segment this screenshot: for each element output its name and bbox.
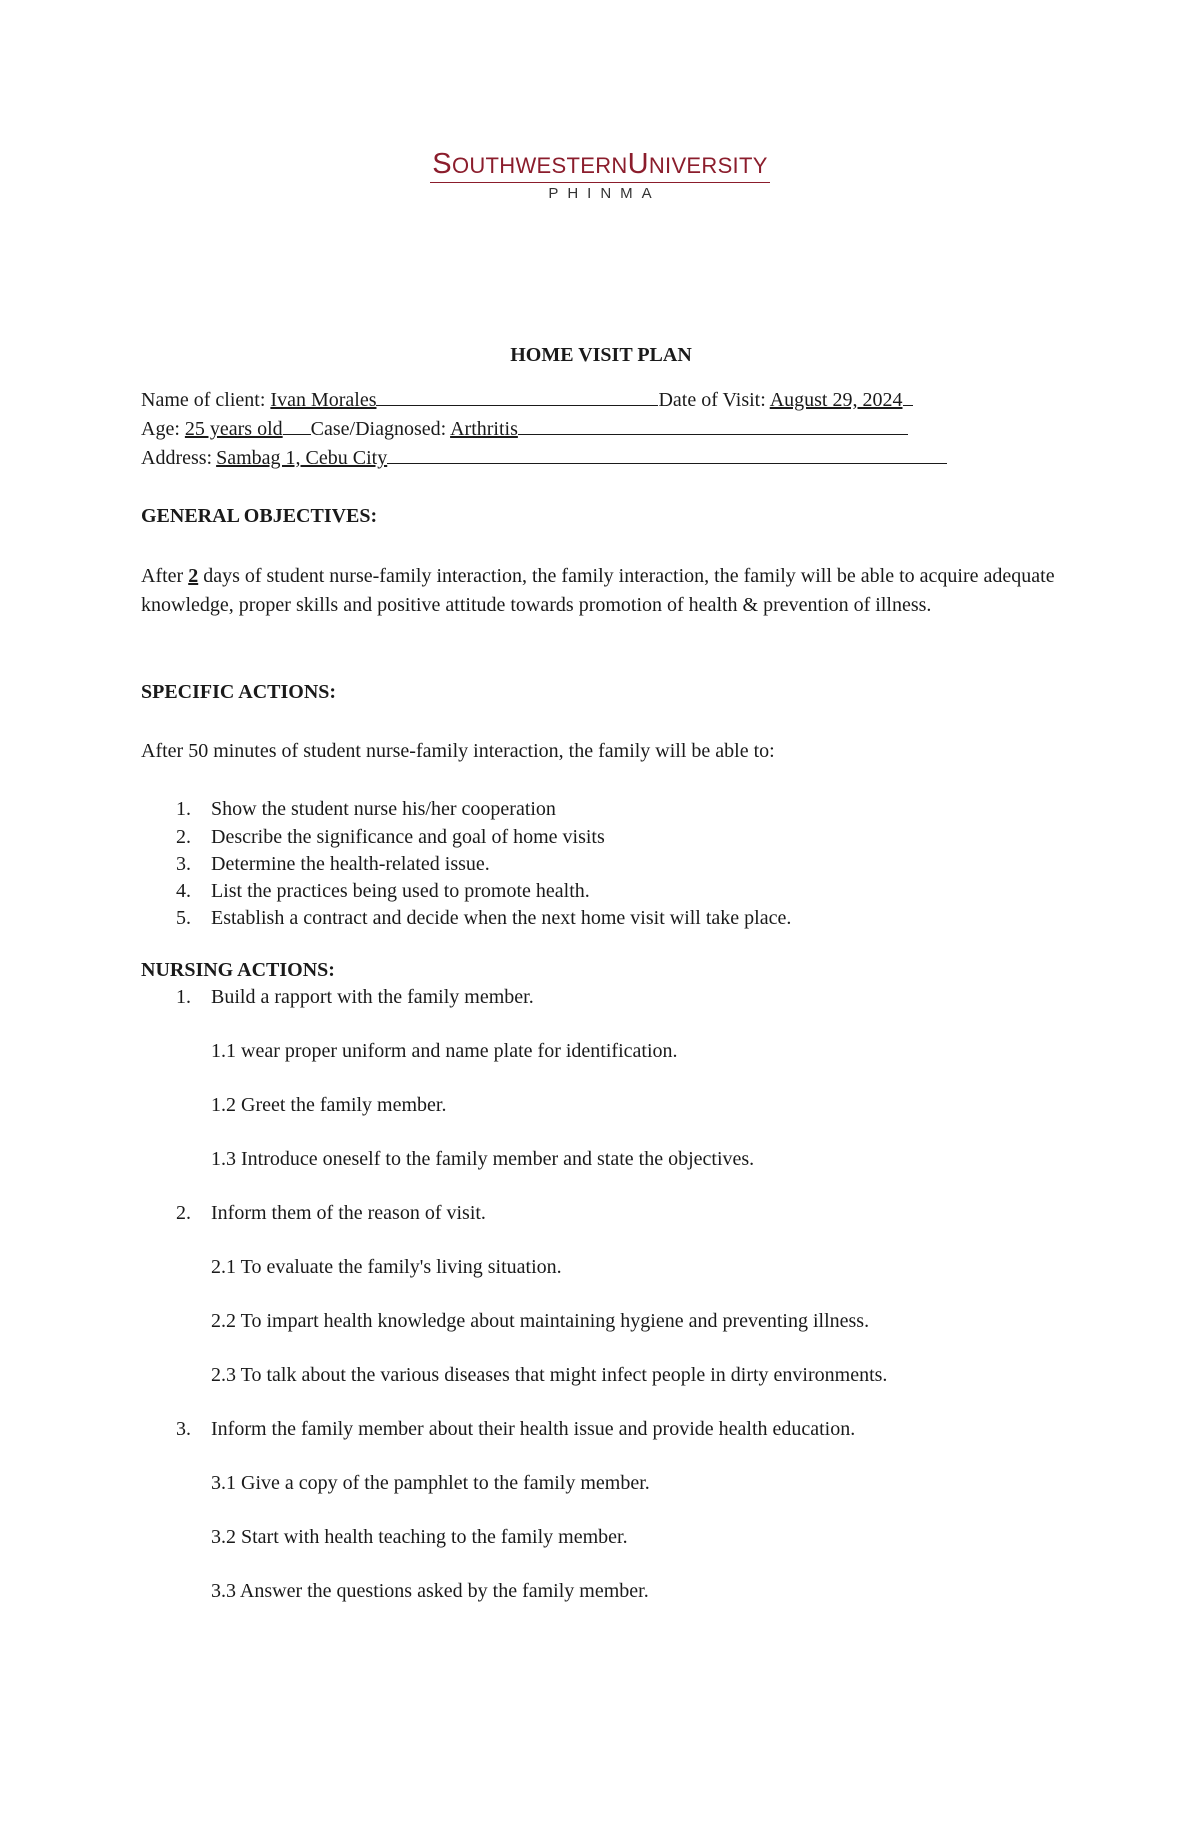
document-title: HOME VISIT PLAN [510,344,692,366]
specific-actions-heading: SPECIFIC ACTIONS: [141,681,337,703]
client-name-label: Name of client: [141,389,266,411]
visit-date-label: Date of Visit: [658,389,766,411]
client-name-blank [376,387,658,406]
nursing-actions-heading: NURSING ACTIONS: [141,959,335,981]
sub-item: 3.1 Give a copy of the pamphlet to the family member. [211,1472,650,1494]
client-name-row [141,387,913,412]
sub-item: 2.3 To talk about the various diseases that might infect people in dirty environments. [211,1364,888,1386]
address-value: Sambag 1, Cebu City [216,447,388,469]
age-label: Age: [141,418,180,440]
sub-item: 2.1 To evaluate the family's living situation. [211,1256,562,1278]
specific-actions-intro: After 50 minutes of student nurse-family interaction, the family will be able to: [141,740,775,762]
sub-item: 2.2 To impart health knowledge about maintaining hygiene and preventing illness. [211,1310,870,1332]
visit-date-value: August 29, 2024 [769,389,903,411]
age-value: 25 years old [184,418,283,440]
client-age-row [141,416,908,441]
case-value: Arthritis [450,418,518,440]
document-page: SOUTHWESTERNUNIVERSITY PHINMA HOME VISIT PLAN Name of client: Ivan Morales Date of Visit: August 29, 2024 Age: 25 years old Case/Diagnosed: Arthritis Address: Sambag 1, Cebu City GENERAL OBJECTIVES: After 2 days of student nurse-family interaction, the family interaction, the family will be able to acquire adequate knowledge, proper skills and positive attitude towards promotion of health & prevention of illness. SPECIFIC ACTIONS: After 50 minutes of student nurse-family interaction, the family will be able to: 1. Show the student nurse his/her cooperation 2. Describe the significance and goal of home visits 3. Determine the health-related issue. 4. List the practices being used to promote health. 5. Establish a contract and decide when the next home visit will take place. NURSING ACTIONS: 1. Build a rapport with the family member. 1.1 wear proper uniform and name plate for identification. 1.2 Greet the family member. 1.3 Introduce oneself to the family member and state the objectives. 2. Inform them of the reason of visit. 2.1 To evaluate the family's living situation. 2.2 To impart health knowledge about maintaining hygiene and preventing illness. 2.3 To talk about the various diseases that might infect people in dirty environments. 3. Inform the family member about their health issue and provide health education. 3.1 Give a copy of the pamphlet to the family member. 3.2 Start with health teaching to the family member. 3.3 Answer the questions asked by the family member. [0,0,1200,1835]
university-logo [0,150,1200,202]
sub-item: 3.3 Answer the questions asked by the family member. [211,1580,649,1602]
client-address-row [141,445,947,470]
sub-item: 3.2 Start with health teaching to the family member. [211,1526,628,1548]
address-blank [387,445,947,464]
logo-subtitle: PHINMA [548,185,661,202]
logo-wordmark: SOUTHWESTERNUNIVERSITY [430,150,769,183]
general-objectives-text: After 2 days of student nurse-family interaction, the family interaction, the family will be able to acquire adequate knowledge, proper skills and positive attitude towards promotion of health & prevention of illness. [141,565,1055,616]
client-name-value: Ivan Morales [270,389,377,411]
address-label: Address: [141,447,213,469]
sub-item: 1.1 wear proper uniform and name plate for identification. [211,1040,678,1062]
days-count: 2 [188,565,199,587]
case-blank [518,416,908,435]
case-label: Case/Diagnosed: [310,418,447,440]
general-objectives-heading: GENERAL OBJECTIVES: [141,505,378,527]
sub-item: 1.2 Greet the family member. [211,1094,447,1116]
sub-item: 1.3 Introduce oneself to the family member and state the objectives. [211,1148,755,1170]
